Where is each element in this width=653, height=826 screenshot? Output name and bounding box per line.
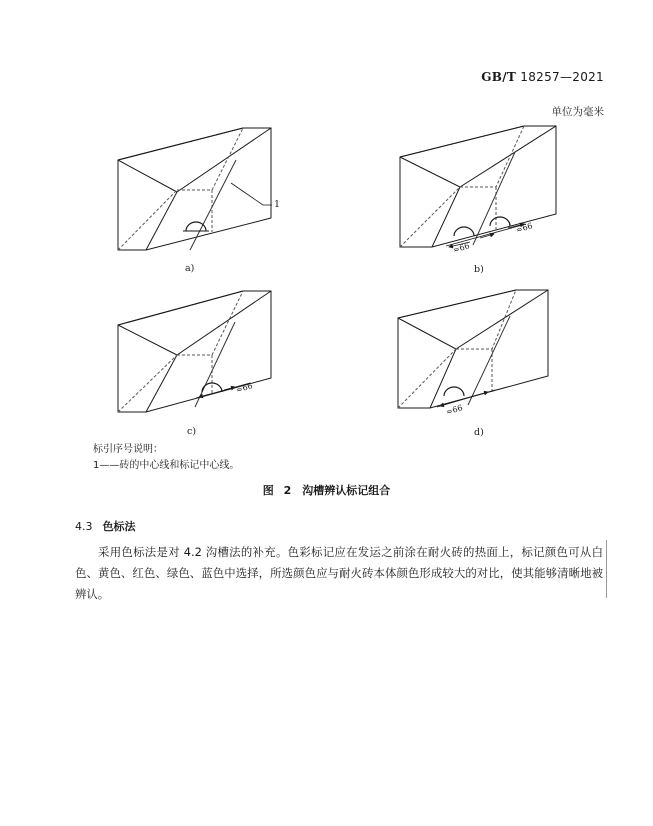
leader-line (231, 183, 272, 205)
subfigure-a-label: a) (185, 263, 195, 274)
subfigure-d (398, 290, 548, 438)
section-title: 色标法 (102, 520, 136, 533)
legend-item: 1——砖的中心线和标记中心线。 (93, 460, 240, 471)
unit-note: 单位为毫米 (551, 106, 604, 118)
standard-prefix: GB/T (481, 70, 517, 84)
subfigure-b (400, 126, 556, 275)
subfigure-c-label: c) (187, 426, 197, 437)
figure-caption: 图 2 沟槽辨认标记组合 (262, 484, 391, 497)
subfigure-c (118, 291, 271, 437)
section-number: 4.3 (75, 520, 93, 533)
legend-heading: 标引序号说明： (93, 444, 163, 455)
standard-number: 18257—2021 (520, 70, 604, 84)
subfigure-d-label: d) (474, 427, 484, 438)
dimension-label: ≈66 (451, 241, 471, 255)
section-paragraph: 采用色标法是对 4.2 沟槽法的补充。色彩标记应在发运之前涂在耐火砖的热面上，标记颜色可从白色、黄色、红色、绿色、蓝色中选择，所选颜色应与耐火砖本体颜色形成较大的对比，使其能够清晰地被辨认。 (75, 545, 603, 601)
callout-1: 1 (274, 199, 281, 210)
subfigure-b-label: b) (474, 264, 484, 275)
section-heading (75, 518, 136, 534)
dimension-label: ≈66 (514, 221, 534, 235)
margin-rule (606, 540, 607, 598)
dimension-label: ≈66 (234, 381, 254, 395)
subfigure-a (118, 128, 280, 274)
dimension-label: ≈66 (444, 403, 464, 417)
